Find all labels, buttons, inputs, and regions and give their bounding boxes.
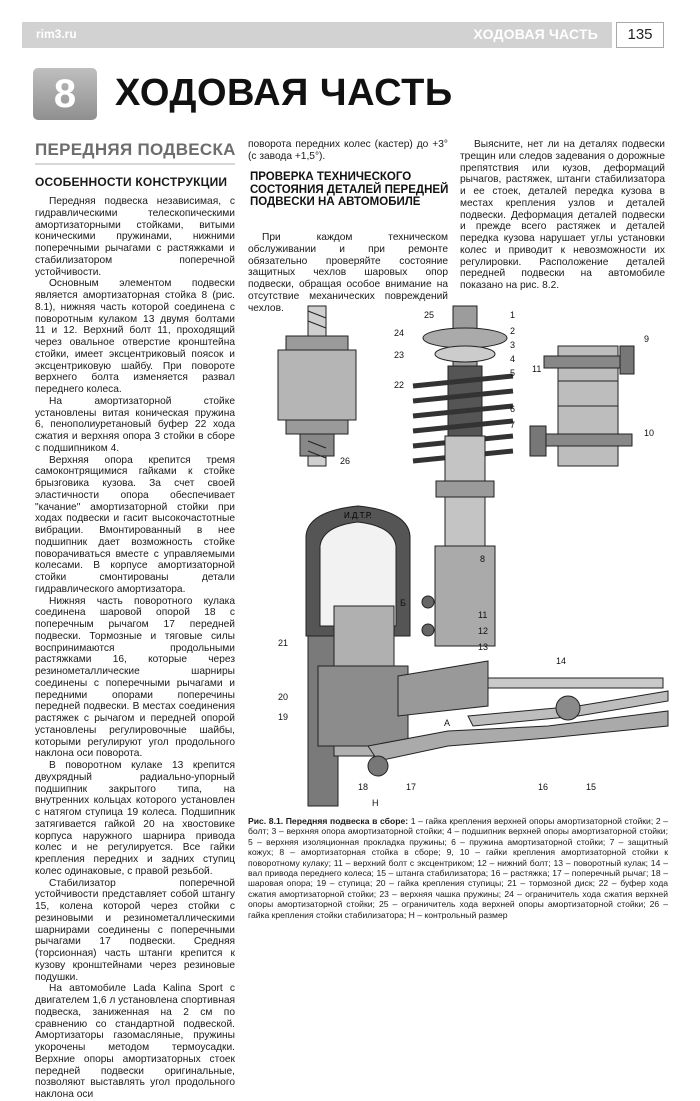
- stabilizer-link-drawing: [278, 306, 356, 466]
- callout-8: 8: [480, 554, 486, 564]
- paragraph: В поворотном кулаке 13 крепится двухрядный радиально-упорный подшипник закрытого типа, на внутренних кольцах которого установлен с натягом ступица 19 колеса. Подшипник затягивается гайкой 20 на хвостовике корпуса наружного шарнира привода колес и не регулируется. Все гайки крепления передних и задних ступиц колес одинаковые, с правой резьбой.: [35, 760, 235, 877]
- callout-21: 21: [278, 638, 289, 648]
- paragraph: Выясните, нет ли на деталях подвески трещин или следов задевания о дорожные препятствия или кузов, деформаций рычагов, растяжек, штанги стабилизатора и ее стоек, деталей передка кузова в местах крепления узлов и деталей подвески. Деформация деталей подвески и прежде всего растяжек и деталей передка кузова нарушает углы установки колес и приводит к невозможности их регулировки. Расположение деталей передней подвески на автомобиле показано на рис. 8.2.: [460, 139, 665, 291]
- callout-2: 2: [510, 326, 516, 336]
- callout-15: 15: [586, 782, 597, 792]
- callout-14: 14: [556, 656, 567, 666]
- callout-1: 1: [510, 310, 516, 320]
- callout-11: 11: [478, 610, 488, 620]
- strut-drawing: [413, 306, 516, 646]
- callout-23: 23: [394, 350, 405, 360]
- callout-9: 9: [644, 334, 650, 344]
- column-3-text: [460, 139, 665, 292]
- callout-24: 24: [394, 328, 405, 338]
- callout-18: 18: [358, 782, 369, 792]
- callout-7: 7: [510, 420, 516, 430]
- callout-5: 5: [510, 368, 516, 378]
- callout-h: Н: [372, 798, 379, 808]
- callout-6: 6: [510, 404, 516, 414]
- callout-3: 3: [510, 340, 516, 350]
- callout-13: 13: [478, 642, 489, 652]
- callout-17: 17: [406, 782, 417, 792]
- knuckle-bolts-drawing: [530, 346, 634, 466]
- features-heading: ОСОБЕННОСТИ КОНСТРУКЦИИ: [35, 175, 228, 189]
- callout-26: 26: [340, 456, 351, 466]
- tire-label: И.Д.Т.Р.: [344, 511, 372, 520]
- paragraph: Основным элементом подвески является амортизаторная стойка 8 (рис. 8.1), нижняя часть которой соединена с поворотным кулаком 13 двумя болтами 11 и 12. Верхний болт 11, проходящий через овальное отверстие кронштейна стойки, имеет эксцентриковый поясок и эксцентриковую шайбу. При повороте верхнего болта изменяется развал переднего колеса.: [35, 278, 235, 395]
- column-2-text: [248, 232, 448, 314]
- check-heading: ПРОВЕРКА ТЕХНИЧЕСКОГО СОСТОЯНИЯ ДЕТАЛЕЙ ПЕРЕДНЕЙ ПОДВЕСКИ НА АВТОМОБИЛЕ: [250, 171, 449, 208]
- callout-16: 16: [538, 782, 549, 792]
- callout-22: 22: [394, 380, 405, 390]
- top-header-bar: [22, 22, 612, 48]
- paragraph: Передняя подвеска независимая, с гидравлическими телескопическими амортизаторными стойками, витыми коническими пружинами, нижними поперечными рычагами с растяжками и стабилизатором поперечной устойчивости.: [35, 196, 235, 278]
- site-url: rim3.ru: [36, 27, 77, 41]
- paragraph: Стабилизатор поперечной устойчивости представляет собой штангу 15, колена которой через стойки с резиновыми и резинометаллическими шарнирами соединены с поперечными рычагами 17 подвески. Средняя (торсионная) часть штанги крепится к кузову кронштейнами через резиновые подушки.: [35, 877, 235, 983]
- drive-shaft-drawing: [368, 661, 668, 776]
- callout-19: 19: [278, 712, 289, 722]
- caption-text: 1 – гайка крепления верхней опоры амортизаторной стойки; 2 – болт; 3 – верхняя опора амортизаторной стойки; 4 – подшипник верхней опоры амортизаторной стойки; 5 – верхняя изоляционная прокладка пружины; 6 – пружина амортизаторной стойки; 7 – защитный кожух; 8 – амортизаторная стойка в сборе; 9, 10 – гайки крепления амортизаторной стойки к поворотному кулаку; 11 – верхний болт с эксцентриком; 12 – нижний болт; 13 – поворотный кулак; 14 – вал привода переднего колеса; 15 – штанга стабилизатора; 16 – растяжка; 17 – поперечный рычаг; 18 – шаровая опора; 19 – ступица; 20 – гайка крепления ступицы; 21 – тормозной диск; 22 – буфер хода сжатия амортизаторной стойки; 23 – верхняя чашка пружины; 24 – ограничитель хода сжатия верхней опоры амортизаторной стойки; 25 – ограничитель хода верхней опоры амортизаторной стойки; 26 – гайка крепления стойки стабилизатора; Н – контрольный размер: [248, 816, 669, 920]
- subsection-title: ПЕРЕДНЯЯ ПОДВЕСКА: [35, 140, 236, 159]
- wheel-drawing: [306, 506, 410, 806]
- paragraph: При каждом техническом обслуживании и при ремонте обязательно проверяйте состояние защитных чехлов шаровых опор подвески, обращая особое внимание на отсутствие механических повреждений чехлов.: [248, 232, 448, 314]
- running-section-title: ХОДОВАЯ ЧАСТЬ: [473, 26, 598, 42]
- caption-title: Рис. 8.1. Передняя подвеска в сборе:: [248, 816, 409, 826]
- paragraph: На автомобиле Lada Kalina Sport с двигателем 1,6 л установлена спортивная подвеска, заниженная на 2 см по сравнению со стандартной подвеской. Амортизаторы газомасляные, пружины укорочены методом термоусадки. Верхние опоры амортизаторных стоек передней подвески оригинальные, позволяют выставлять угол продольного наклона оси: [35, 983, 235, 1100]
- column-1-text: [35, 196, 235, 1100]
- subsection-divider: [35, 163, 235, 165]
- callout-20: 20: [278, 692, 289, 702]
- column-2-continuation: поворота передних колес (кастер) до +3° (с завода +1,5°).: [248, 139, 448, 162]
- paragraph: На амортизаторной стойке установлены витая коническая пружина 6, пенополиуретановый буфер 22 хода сжатия и верхняя опора 3 стойки в сборе с подшипником 4.: [35, 395, 235, 454]
- suspension-figure: [248, 306, 668, 816]
- chapter-title: ХОДОВАЯ ЧАСТЬ: [115, 72, 453, 114]
- chapter-number-badge: 8: [33, 68, 97, 120]
- figure-caption: [248, 816, 668, 920]
- callout-a: А: [444, 718, 451, 728]
- paragraph: Верхняя опора крепится тремя самоконтрящимися гайками к стойке брызговика кузова. За счет своей эластичности опора обеспечивает "качание" амортизаторной стойки при ходах подвески и гасит высокочастотные вибрации. Вмонтированный в нее подшипник дает возможность стойке поворачиваться вместе с управляемыми колесами. В корпусе амортизаторной стойки смонтированы детали гидравлического амортизатора.: [35, 454, 235, 595]
- callout-10: 10: [644, 428, 655, 438]
- callout-b: Б: [400, 598, 406, 608]
- callout-25: 25: [424, 310, 435, 320]
- callout-12: 12: [478, 626, 489, 636]
- callout-11-top: 11: [532, 364, 542, 374]
- paragraph: Нижняя часть поворотного кулака соединена шаровой опорой 18 с поперечным рычагом 17 передней подвески. Тормозные и тяговые силы воспринимаются продольными растяжками 16, которые через резинометаллические шарниры соединены с поперечными рычагами и передними опорами поперечины передней подвески. В местах соединения растяжек с рычагом и передней опорой установлены регулировочные шайбы, которыми регулируют угол продольного наклона оси поворота.: [35, 595, 235, 760]
- page-number: 135: [616, 22, 664, 48]
- callout-4: 4: [510, 354, 516, 364]
